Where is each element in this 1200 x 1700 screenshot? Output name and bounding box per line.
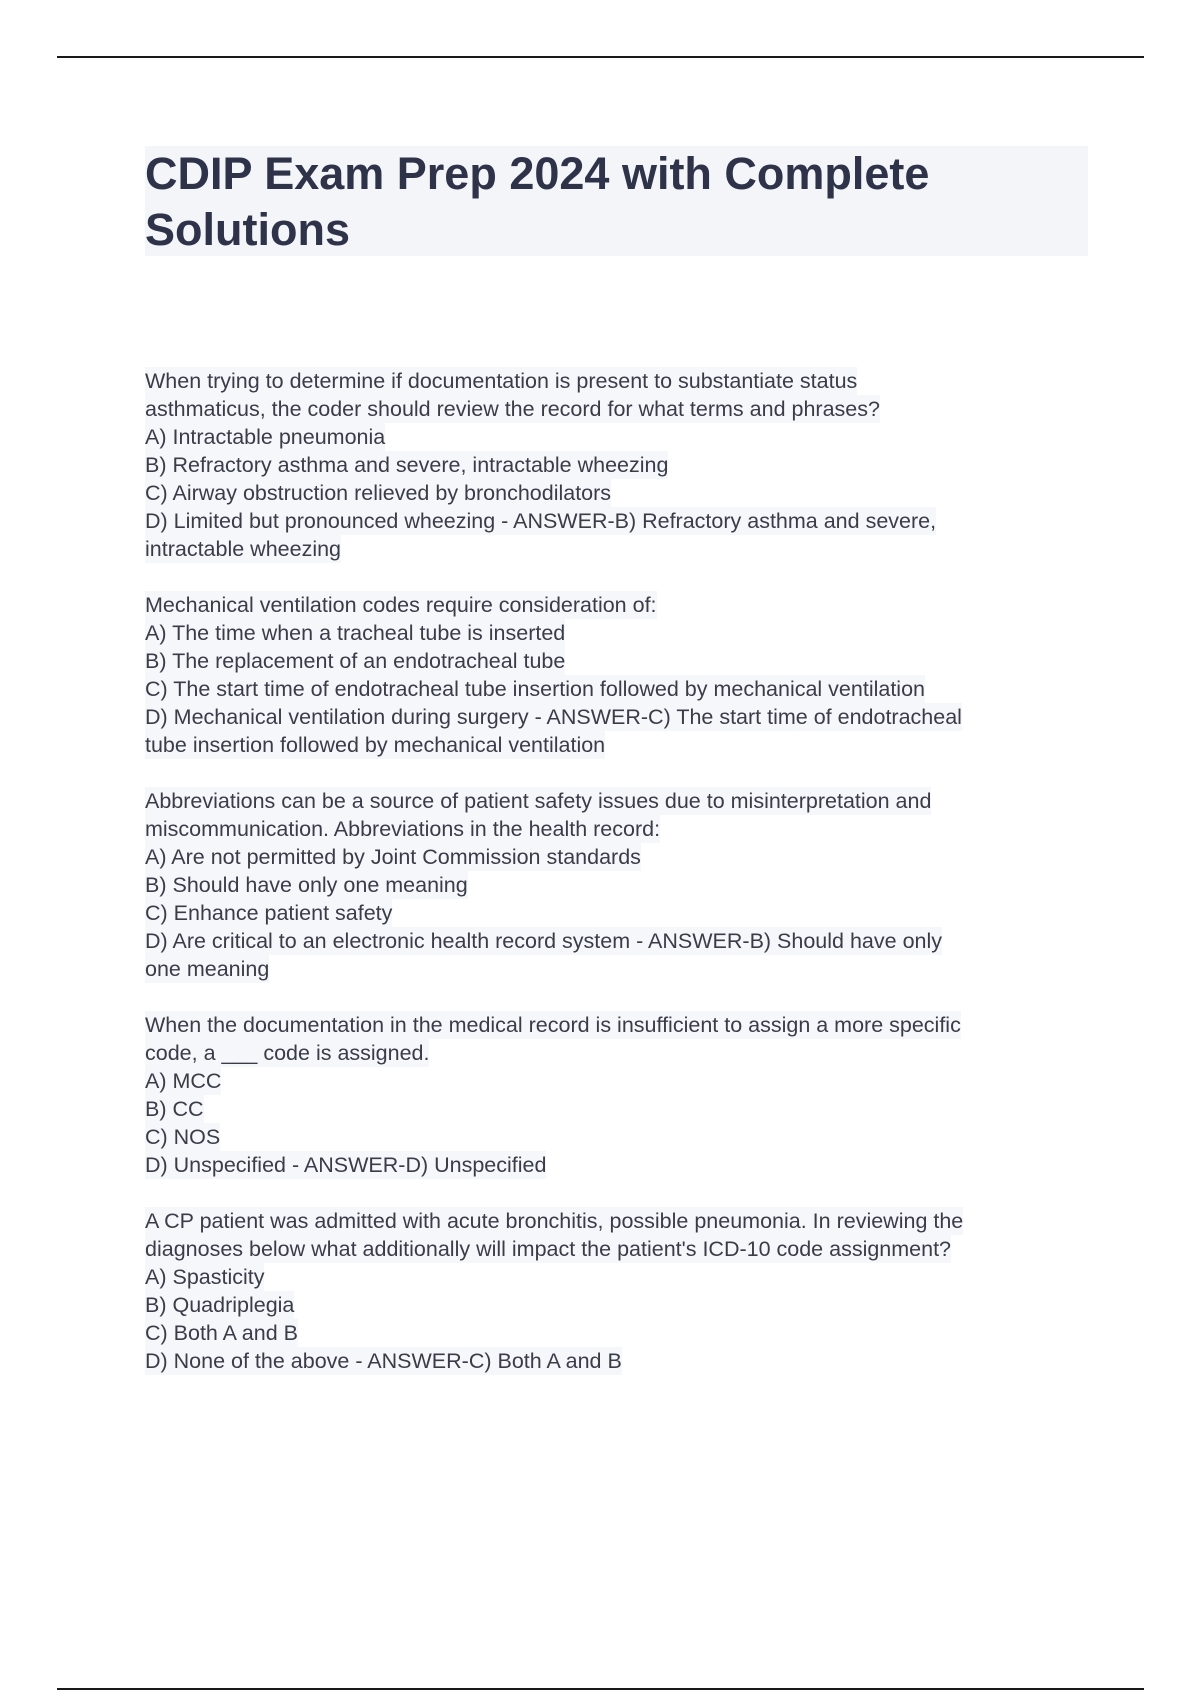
- answer-continuation: tube insertion followed by mechanical ventilation: [145, 733, 606, 757]
- answer-option: D) Limited but pronounced wheezing - ANSWER-B) Refractory asthma and severe,: [145, 509, 937, 533]
- answer-option: C) Enhance patient safety: [145, 901, 393, 925]
- question-line: code, a ___ code is assigned.: [145, 1041, 430, 1065]
- question-line: miscommunication. Abbreviations in the health record:: [145, 817, 661, 841]
- answer-continuation: intractable wheezing: [145, 537, 342, 561]
- page-title: [145, 146, 1088, 258]
- page-title-line-1: CDIP Exam Prep 2024 with Complete: [145, 148, 930, 199]
- answer-option: C) Both A and B: [145, 1321, 298, 1345]
- answer-option: B) Refractory asthma and severe, intractable wheezing: [145, 453, 669, 477]
- answer-option: A) Are not permitted by Joint Commission standards: [145, 845, 641, 869]
- bottom-divider: [57, 1688, 1144, 1690]
- question-4: [145, 1011, 1085, 1179]
- answer-option: B) CC: [145, 1097, 204, 1121]
- top-divider: [57, 56, 1144, 58]
- question-1: [145, 367, 1085, 563]
- question-5: [145, 1207, 1085, 1375]
- question-3: [145, 787, 1085, 983]
- question-line: A CP patient was admitted with acute bronchitis, possible pneumonia. In reviewing the: [145, 1209, 964, 1233]
- answer-option: D) Mechanical ventilation during surgery - ANSWER-C) The start time of endotracheal: [145, 705, 962, 729]
- question-2: [145, 591, 1085, 759]
- answer-option: D) None of the above - ANSWER-C) Both A and B: [145, 1349, 622, 1373]
- answer-option: C) NOS: [145, 1125, 221, 1149]
- question-list: [145, 367, 1085, 1403]
- answer-option: C) Airway obstruction relieved by bronchodilators: [145, 481, 612, 505]
- answer-option: A) Spasticity: [145, 1265, 265, 1289]
- answer-continuation: one meaning: [145, 957, 270, 981]
- question-line: Abbreviations can be a source of patient safety issues due to misinterpretation and: [145, 789, 932, 813]
- answer-option: A) MCC: [145, 1069, 222, 1093]
- question-line: Mechanical ventilation codes require consideration of:: [145, 593, 657, 617]
- answer-option: A) Intractable pneumonia: [145, 425, 386, 449]
- answer-option: B) Should have only one meaning: [145, 873, 468, 897]
- answer-option: D) Unspecified - ANSWER-D) Unspecified: [145, 1153, 547, 1177]
- answer-option: B) The replacement of an endotracheal tube: [145, 649, 566, 673]
- question-line: asthmaticus, the coder should review the record for what terms and phrases?: [145, 397, 880, 421]
- question-line: diagnoses below what additionally will impact the patient's ICD-10 code assignment?: [145, 1237, 952, 1261]
- title-block: [145, 146, 1088, 256]
- question-line: When the documentation in the medical record is insufficient to assign a more specific: [145, 1013, 961, 1037]
- question-line: When trying to determine if documentation is present to substantiate status: [145, 369, 858, 393]
- answer-option: B) Quadriplegia: [145, 1293, 295, 1317]
- answer-option: C) The start time of endotracheal tube insertion followed by mechanical ventilation: [145, 677, 925, 701]
- page-title-line-2: Solutions: [145, 204, 350, 255]
- answer-option: A) The time when a tracheal tube is inserted: [145, 621, 566, 645]
- answer-option: D) Are critical to an electronic health record system - ANSWER-B) Should have only: [145, 929, 943, 953]
